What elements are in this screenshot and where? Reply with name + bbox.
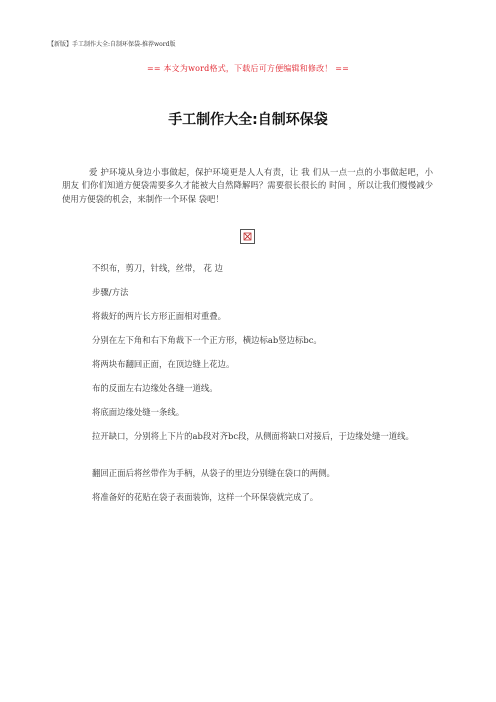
steps-heading: 步骤/方法	[92, 287, 129, 297]
format-notice: == 本文为word格式，下载后可方便编辑和修改！ ==	[146, 64, 350, 73]
intro-paragraph: 爱 护环境从身边小事做起，保护环境更是人人有责，让 我 们从一点一点的小事做起吧，小 朋友 们你们知道方便袋需要多久才能被大自然降解吗？需要很长很长的 时间 ，所以让我们慢慢减少使用方便袋的机会，来制作一个环保 袋吧！	[62, 167, 433, 204]
step-4: 布的反面左右边缘处各缝一道线。	[92, 383, 218, 393]
broken-image-icon-glyph	[241, 230, 254, 243]
page-header: 【新版】手工制作大全:自制环保袋-推荐word版	[48, 41, 176, 48]
step-8: 将准备好的花贴在袋子表面装饰，这样一个环保袋就完成了。	[92, 492, 319, 502]
document-title: 手工制作大全:自制环保袋	[168, 112, 328, 128]
step-6: 拉开缺口，分别将上下片的ab段对齐bc段，从侧面将缺口对接后，于边缘处缝一道线。	[92, 431, 414, 441]
materials-line: 不织布，剪刀，针线，丝带， 花 边	[92, 263, 223, 273]
step-2: 分别在左下角和右下角裁下一个正方形，横边标ab竖边标bc。	[92, 335, 322, 345]
step-3: 将两块布翻回正面，在顶边缝上花边。	[92, 359, 235, 369]
step-5: 将底面边缘处缝一条线。	[92, 407, 185, 417]
step-1: 将裁好的两片长方形正面相对重叠。	[92, 311, 226, 321]
step-7: 翻回正面后将丝带作为手柄，从袋子的里边分别缝在袋口的两侧。	[92, 468, 335, 478]
broken-image-icon	[240, 229, 255, 244]
